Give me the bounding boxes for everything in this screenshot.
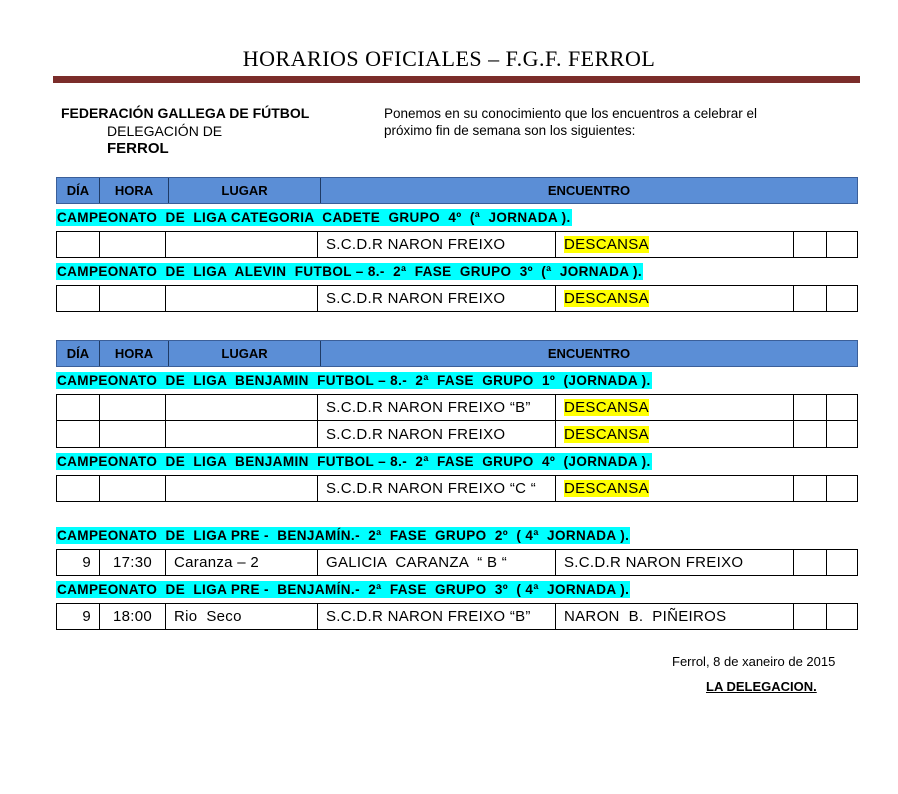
cell-lugar (166, 232, 318, 257)
table-row (56, 475, 858, 502)
place-date: Ferrol, 8 de xaneiro de 2015 (672, 654, 836, 669)
table-row (56, 603, 858, 630)
competition-title: CAMPEONATO DE LIGA BENJAMIN FUTBOL – 8.- 2ª FASE GRUPO 4º (JORNADA ). (57, 454, 651, 469)
cell-away-team: S.C.D.R NARON FREIXO (556, 550, 794, 575)
schedule-block-3 (56, 522, 858, 630)
cell-lugar: Rio Seco (166, 604, 318, 629)
cell-dia: 9 (57, 604, 100, 629)
cell-score-home (794, 604, 827, 629)
rest-badge: DESCANSA (564, 399, 649, 416)
cell-score-home (794, 395, 827, 420)
cell-away-team (556, 286, 794, 311)
cell-dia (57, 286, 100, 311)
cell-lugar (166, 421, 318, 447)
cell-score-away (827, 395, 857, 420)
cell-home-team: S.C.D.R NARON FREIXO (318, 286, 556, 311)
org-delegation-label: DELEGACIÓN DE (107, 123, 223, 139)
rest-badge: DESCANSA (564, 290, 649, 307)
cell-score-away (827, 604, 857, 629)
table-header (56, 340, 858, 367)
header-lugar: LUGAR (169, 341, 321, 366)
cell-lugar: Caranza – 2 (166, 550, 318, 575)
cell-lugar (166, 395, 318, 420)
cell-away-team (556, 476, 794, 501)
cell-dia: 9 (57, 550, 100, 575)
cell-home-team: S.C.D.R NARON FREIXO “C “ (318, 476, 556, 501)
header-dia: DÍA (57, 178, 100, 203)
title-divider (53, 76, 860, 83)
cell-score-away (827, 550, 857, 575)
table-row (56, 394, 858, 421)
cell-away-team (556, 232, 794, 257)
cell-away-team (556, 421, 794, 447)
cell-dia (57, 395, 100, 420)
cell-dia (57, 421, 100, 447)
organization-block (61, 104, 309, 158)
cell-dia (57, 232, 100, 257)
cell-away-team (556, 395, 794, 420)
cell-home-team: S.C.D.R NARON FREIXO “B” (318, 395, 556, 420)
cell-score-home (794, 232, 827, 257)
intro-text: Ponemos en su conocimiento que los encuentros a celebrar el próximo fin de semana son los siguientes: (384, 106, 757, 138)
cell-score-home (794, 421, 827, 447)
cell-score-home (794, 550, 827, 575)
schedule-block-1 (56, 177, 858, 312)
competition-title: CAMPEONATO DE LIGA PRE - BENJAMÍN.- 2ª FASE GRUPO 3º ( 4ª JORNADA ). (57, 582, 630, 597)
rest-badge: DESCANSA (564, 480, 649, 497)
cell-hora (100, 421, 166, 447)
rest-badge: DESCANSA (564, 425, 649, 443)
cell-home-team: S.C.D.R NARON FREIXO (318, 232, 556, 257)
cell-hora (100, 476, 166, 501)
competition-title: CAMPEONATO DE LIGA PRE - BENJAMÍN.- 2ª FASE GRUPO 2º ( 4ª JORNADA ). (57, 528, 630, 543)
competition-title: CAMPEONATO DE LIGA CATEGORIA CADETE GRUPO 4º (ª JORNADA ). (57, 210, 571, 225)
cell-score-away (827, 476, 857, 501)
cell-dia (57, 476, 100, 501)
org-name: FEDERACIÓN GALLEGA DE FÚTBOL (61, 105, 310, 121)
cell-home-team: GALICIA CARANZA “ B “ (318, 550, 556, 575)
org-city: FERROL (107, 140, 169, 157)
rest-badge: DESCANSA (564, 236, 649, 253)
cell-home-team: S.C.D.R NARON FREIXO “B” (318, 604, 556, 629)
cell-hora: 17:30 (100, 550, 166, 575)
cell-score-away (827, 421, 857, 447)
header-dia: DÍA (57, 341, 100, 366)
header-lugar: LUGAR (169, 178, 321, 203)
header-encuentro: ENCUENTRO (547, 346, 631, 361)
cell-lugar (166, 286, 318, 311)
table-row (56, 549, 858, 576)
schedule-block-2 (56, 340, 858, 502)
cell-score-home (794, 476, 827, 501)
cell-score-away (827, 286, 857, 311)
competition-title: CAMPEONATO DE LIGA ALEVIN FUTBOL – 8.- 2ª FASE GRUPO 3º (ª JORNADA ). (57, 264, 643, 279)
competition-title: CAMPEONATO DE LIGA BENJAMIN FUTBOL – 8.- 2ª FASE GRUPO 1º (JORNADA ). (57, 373, 651, 388)
table-row (56, 285, 858, 312)
cell-lugar (166, 476, 318, 501)
cell-hora (100, 286, 166, 311)
cell-score-away (827, 232, 857, 257)
header-encuentro: ENCUENTRO (547, 183, 631, 198)
cell-hora (100, 232, 166, 257)
cell-score-home (794, 286, 827, 311)
table-header (56, 177, 858, 204)
header-hora: HORA (100, 341, 169, 366)
header-hora: HORA (100, 178, 169, 203)
signature: LA DELEGACION. (706, 679, 817, 694)
table-row (56, 231, 858, 258)
page-title: HORARIOS OFICIALES – F.G.F. FERROL (242, 46, 656, 71)
table-row (56, 421, 858, 448)
cell-hora (100, 395, 166, 420)
cell-away-team: NARON B. PIÑEIROS (556, 604, 794, 629)
cell-home-team: S.C.D.R NARON FREIXO (318, 421, 556, 447)
cell-hora: 18:00 (100, 604, 166, 629)
